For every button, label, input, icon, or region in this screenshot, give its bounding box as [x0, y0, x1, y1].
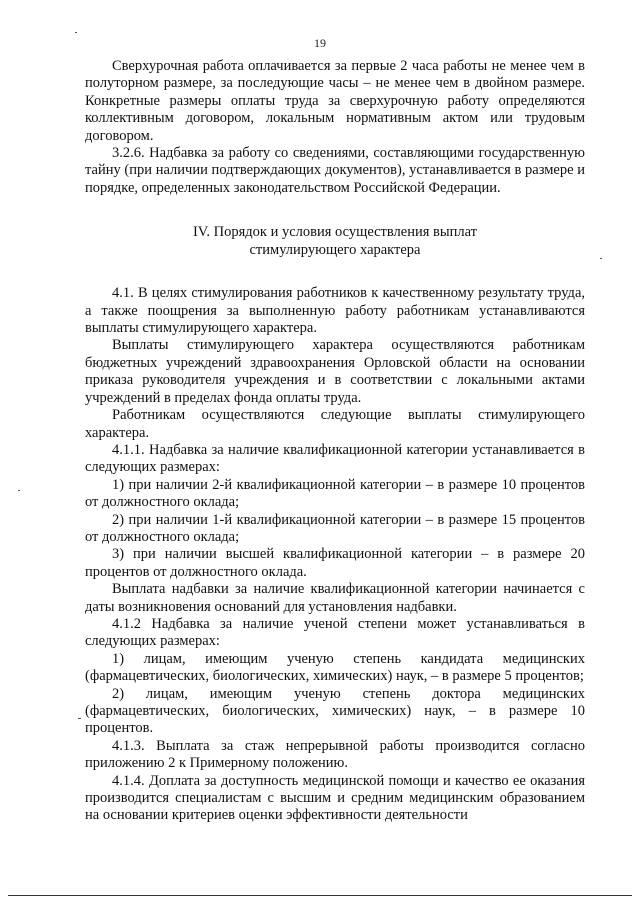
paragraph-incentive-basis: Выплаты стимулирующего характера осуществляются работникам бюджетных учреждений здравоохранения Орловской области на основании приказа руководителя учреждения и в соответствии с локальными актами учреждений в пределах фонда оплаты труда.: [85, 337, 585, 406]
section-heading-line-2: стимулирующего характера: [249, 242, 421, 259]
list-item-category-2: 1) при наличии 2-й квалификационной категории – в размере 10 процентов от должностного оклада;: [85, 476, 585, 511]
paragraph-state-secret-allowance: 3.2.6. Надбавка за работу со сведениями, составляющими государственную тайну (при наличии подтверждающих документов), устанавливается в размере и порядке, определенных законодательством Российской Федерации.: [85, 145, 585, 196]
list-item-candidate-degree: 1) лицам, имеющим ученую степень кандидата медицинских (фармацевтических, биологических, химических) наук, – в размере 5 процентов;: [85, 650, 585, 685]
paragraph-4-1-2: 4.1.2 Надбавка за наличие ученой степени может устанавливаться в следующих размерах:: [85, 615, 585, 650]
paragraph-incentive-list-intro: Работникам осуществляются следующие выплаты стимулирующего характера.: [85, 407, 585, 441]
paragraph-category-start: Выплата надбавки за наличие квалификационной категории начинается с даты возникновения оснований для установления надбавки.: [85, 581, 585, 615]
paragraph-overtime-pay: Сверхурочная работа оплачивается за первые 2 часа работы не менее чем в полуторном размере, за последующие часы – не менее чем в двойном размере. Конкретные размеры оплаты труда за сверхурочную работу определяются коллективным договором, локальным нормативным актом или трудовым договором.: [85, 58, 585, 144]
page-number: 19: [314, 36, 326, 50]
paragraph-4-1: 4.1. В целях стимулирования работников к качественному результату труда, а также поощрения за выполненную работу работникам устанавливаются выплаты стимулирующего характера.: [85, 285, 585, 337]
list-item-category-highest: 3) при наличии высшей квалификационной категории – в размере 20 процентов от должностного оклада.: [85, 546, 585, 580]
paragraph-4-1-4: 4.1.4. Доплата за доступность медицинской помощи и качество ее оказания производится специалистам с высшим и средним медицинским образованием на основании критериев оценки эффективности деятельности: [85, 772, 585, 824]
scan-speck: [600, 258, 602, 259]
bottom-scan-line: [8, 895, 632, 896]
paragraph-4-1-3: 4.1.3. Выплата за стаж непрерывной работы производится согласно приложению 2 к Примерному положению.: [85, 737, 585, 772]
paragraph-4-1-1: 4.1.1. Надбавка за наличие квалификационной категории устанавливается в следующих размерах:: [85, 441, 585, 476]
document-body: [85, 58, 585, 825]
scan-speck: [18, 490, 20, 491]
section-heading: [85, 223, 585, 259]
list-item-doctor-degree: 2) лицам, имеющим ученую степень доктора медицинских (фармацевтических, биологических, химических) наук, – в размере 10 процентов.: [85, 685, 585, 737]
scan-speck: [78, 718, 81, 719]
section-heading-line-1: IV. Порядок и условия осуществления выплат: [192, 224, 478, 241]
scan-speck: [75, 32, 77, 33]
list-item-category-1: 2) при наличии 1-й квалификационной категории – в размере 15 процентов от должностного оклада;: [85, 511, 585, 545]
